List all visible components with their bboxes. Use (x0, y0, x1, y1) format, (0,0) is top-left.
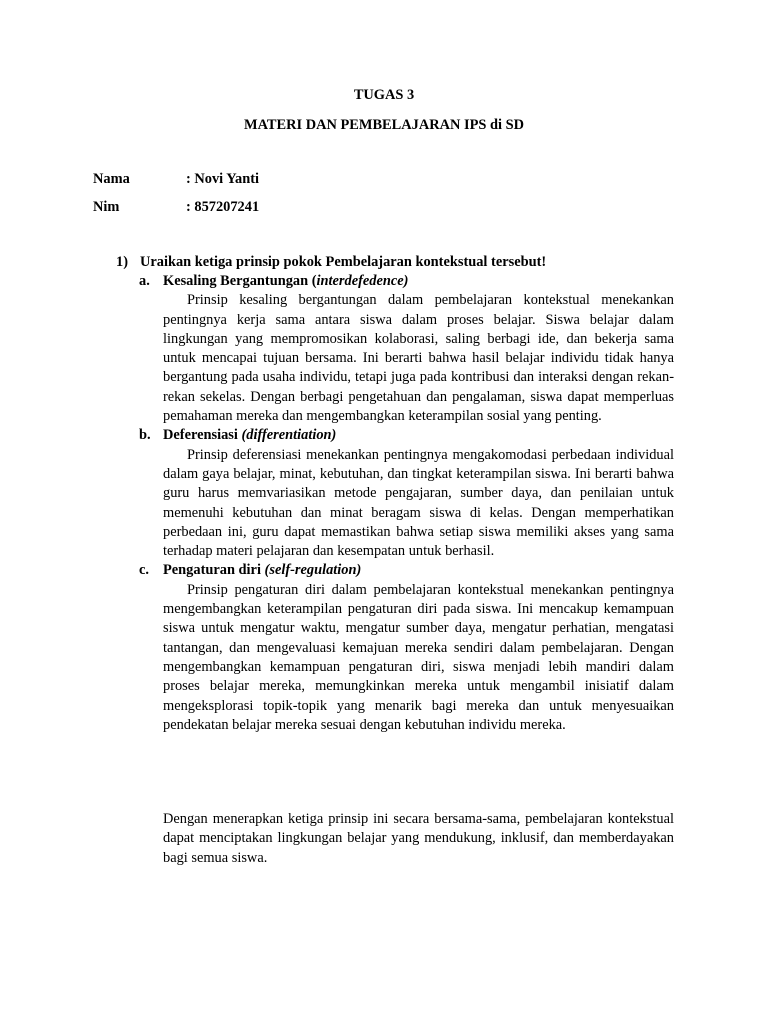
item-body: Prinsip kesaling bergantungan dalam pembelajaran kontekstual menekankan pentingnya kerja sama antara siswa dalam proses belajar. Siswa belajar dalam lingkungan yang mempromosikan kolaborasi, saling berbagi ide, dan bekerja sama untuk mencapai tujuan bersama. Ini berarti bahwa hasil belajar individu tidak hanya bergantung pada usaha individu, tetapi juga pada kontribusi dan interaksi dengan rekan-rekan sekelas. Dengan berbagi pengetahuan dan pengalaman, siswa dapat memperluas pemahaman mereka dan mengembangkan keterampilan sosial yang penting. (163, 292, 674, 425)
item-letter: b. (139, 427, 151, 444)
item-term: interdefedence) (316, 273, 409, 289)
name-label: Nama (93, 171, 130, 187)
list-item (139, 426, 674, 561)
item-heading-text: Deferensiasi (163, 427, 242, 444)
closing-paragraph: Dengan menerapkan ketiga prinsip ini secara bersama-sama, pembelajaran kontekstual dapat menciptakan lingkungan belajar yang mendukung, inklusif, dan memberdayakan bagi semua siswa. (163, 811, 674, 866)
list-item (139, 561, 674, 735)
name-value: : Novi Yanti (186, 171, 260, 187)
item-body: Prinsip deferensiasi menekankan pentingnya mengakomodasi perbedaan individual dalam gaya belajar, minat, kebutuhan, dan tingkat keterampilan siswa. Ini berarti bahwa guru harus memvariasikan metode pengajaran, sumber daya, dan penilaian untuk memenuhi kebutuhan dan minat beragam siswa di kelas. Dengan memperhatikan perbedaan ini, guru dapat memastikan bahwa setiap siswa memiliki akses yang sama terhadap materi pelajaran dan kesempatan untuk berhasil. (163, 446, 674, 560)
item-heading-text: Kesaling Bergantungan ( (163, 273, 317, 289)
item-heading (139, 561, 674, 580)
item-body: Prinsip pengaturan diri dalam pembelajaran kontekstual menekankan pentingnya mengembangkan keterampilan pengaturan diri pada siswa. Ini mencakup kemampuan siswa untuk mengatur waktu, mengatur sumber daya, mengatur perhatian, mengatasi tantangan, dan mengevaluasi kemajuan mereka sendiri dalam pembelajaran. Dengan mengembangkan kemampuan pengaturan diri, siswa menjadi lebih mandiri dalam proses belajar mereka, memungkinkan mereka untuk mengambil inisiatif dalam mengeksplorasi topik-topik yang menarik bagi mereka dan untuk menyesuaikan pendekatan belajar mereka sesuai dengan kebutuhan individu mereka. (163, 581, 674, 733)
item-letter: c. (139, 562, 149, 579)
name-row (93, 170, 259, 189)
document-subtitle: MATERI DAN PEMBELAJARAN IPS di SD (244, 117, 524, 133)
nim-value: : 857207241 (186, 199, 260, 215)
nim-row (93, 198, 259, 217)
nim-label: Nim (93, 199, 120, 215)
question-text: Uraikan ketiga prinsip pokok Pembelajaran kontekstual tersebut! (140, 254, 547, 270)
item-heading (139, 426, 674, 445)
document-title: TUGAS 3 (353, 87, 415, 103)
item-term: (differentiation) (241, 427, 337, 444)
principles-list (139, 272, 674, 735)
list-item (139, 272, 674, 426)
question-number: 1) (116, 254, 128, 270)
item-letter: a. (139, 273, 150, 289)
question (116, 253, 546, 272)
item-heading-text: Pengaturan diri (163, 562, 265, 579)
item-heading (139, 272, 674, 291)
item-term: (self-regulation) (264, 562, 362, 579)
